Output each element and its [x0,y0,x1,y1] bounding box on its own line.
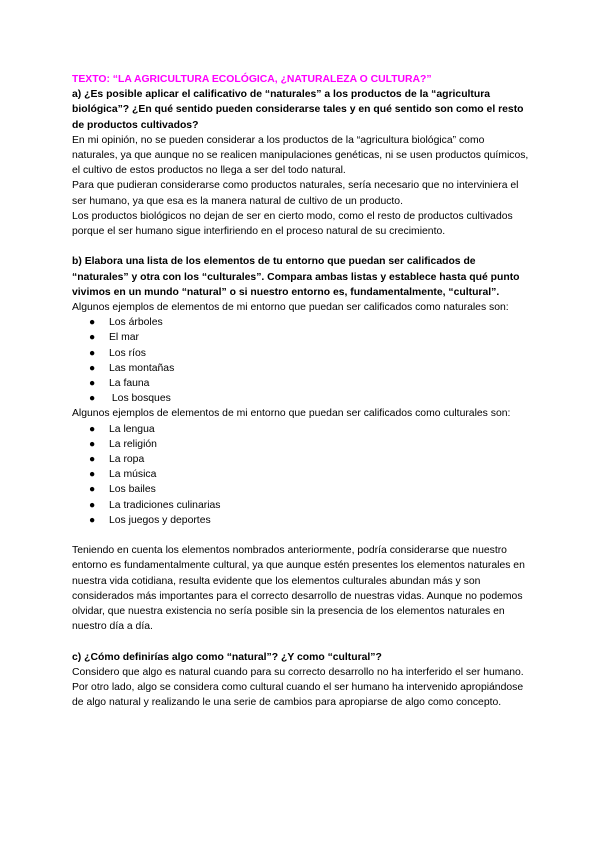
bullet-icon: ● [89,423,96,435]
bullet-icon: ● [89,484,96,496]
question-c: c) ¿Cómo definirías algo como “natural”? ¿Y como “cultural”? [72,651,382,663]
bullet-icon: ● [89,499,96,511]
list-item: ● La ropa [72,452,532,467]
list-item: ● La religión [72,437,532,452]
natural-intro: Algunos ejemplos de elementos de mi entorno que puedan ser calificados como naturales son: [72,302,509,314]
document-title: TEXTO: “LA AGRICULTURA ECOLÓGICA, ¿NATURALEZA O CULTURA?” [72,74,432,85]
bullet-icon: ● [89,347,96,359]
list-item: ● Los ríos [72,346,532,361]
document-content [72,72,532,710]
bullet-icon: ● [89,514,96,526]
list-item: ● Los árboles [72,315,532,330]
list-item: ● Las montañas [72,361,532,376]
answer-a-paragraph-3: Los productos biológicos no dejan de ser en cierto modo, como el resto de productos cultivados porque el ser humano sigue interfiriendo en el proceso natural de su crecimiento. [72,210,513,238]
list-item: ● La música [72,467,532,482]
spacer [72,528,532,543]
spacer [72,634,532,649]
bullet-icon: ● [89,469,96,481]
bullet-icon: ● [89,362,96,374]
cultural-list [72,422,532,528]
question-b: b) Elabora una lista de los elementos de tu entorno que puedan ser calificados de “naturales” y otra con los “culturales”. Compara ambas listas y establece hasta qué punto vivimos en un mundo “natural” o si nuestro entorno es, fundamentalmente, “cultural”. [72,256,520,298]
list-item: ● La tradiciones culinarias [72,498,532,513]
list-item: ● La fauna [72,376,532,391]
conclusion-b: Teniendo en cuenta los elementos nombrados anteriormente, podría considerarse que nuestro entorno es fundamentalmente cultural, ya que aunque estén presentes los elementos naturales en nuestra vida cotidiana, resulta evidente que los elementos culturales abundan más y son considerados más importantes para el correcto desarrollo de nuestras vidas. Aunque no podemos olvidar, que nuestra existencia no sería posible sin la presencia de los elementos naturales en nuestro día a día. [72,545,525,633]
bullet-icon: ● [89,438,96,450]
cultural-intro: Algunos ejemplos de elementos de mi entorno que puedan ser calificados como culturales son: [72,408,511,420]
bullet-icon: ● [89,317,96,329]
list-item: ● Los juegos y deportes [72,513,532,528]
bullet-icon: ● [89,454,96,466]
list-item: ● El mar [72,330,532,345]
answer-c: Considero que algo es natural cuando para su correcto desarrollo no ha interferido el ser humano. Por otro lado, algo se considera como cultural cuando el ser humano ha intervenido apropiándose de algo natural y realizando le una serie de cambios para apropiarse de algo como concepto. [72,666,524,709]
natural-list [72,315,532,406]
bullet-icon: ● [89,393,96,405]
list-item: ● La lengua [72,422,532,437]
question-a: a) ¿Es posible aplicar el calificativo de “naturales” a los productos de la “agricultura biológica”? ¿En qué sentido pueden considerarse tales y en qué sentido son como el resto de productos cultivados? [72,89,524,131]
list-item: ● Los bailes [72,482,532,497]
answer-a-paragraph-2: Para que pudieran considerarse como productos naturales, sería necesario que no interviniera el ser humano, ya que esa es la manera natural de cultivo de un producto. [72,180,519,207]
list-item: ● Los bosques [72,391,532,406]
bullet-icon: ● [89,332,96,344]
answer-a-paragraph-1: En mi opinión, no se pueden considerar a los productos de la “agricultura biológica” como naturales, ya que aunque no se realicen manipulaciones genéticas, ni se usen productos químicos, el cultivo de estos productos no llega a ser del todo natural. [72,134,529,177]
spacer [72,239,532,254]
bullet-icon: ● [89,378,96,390]
